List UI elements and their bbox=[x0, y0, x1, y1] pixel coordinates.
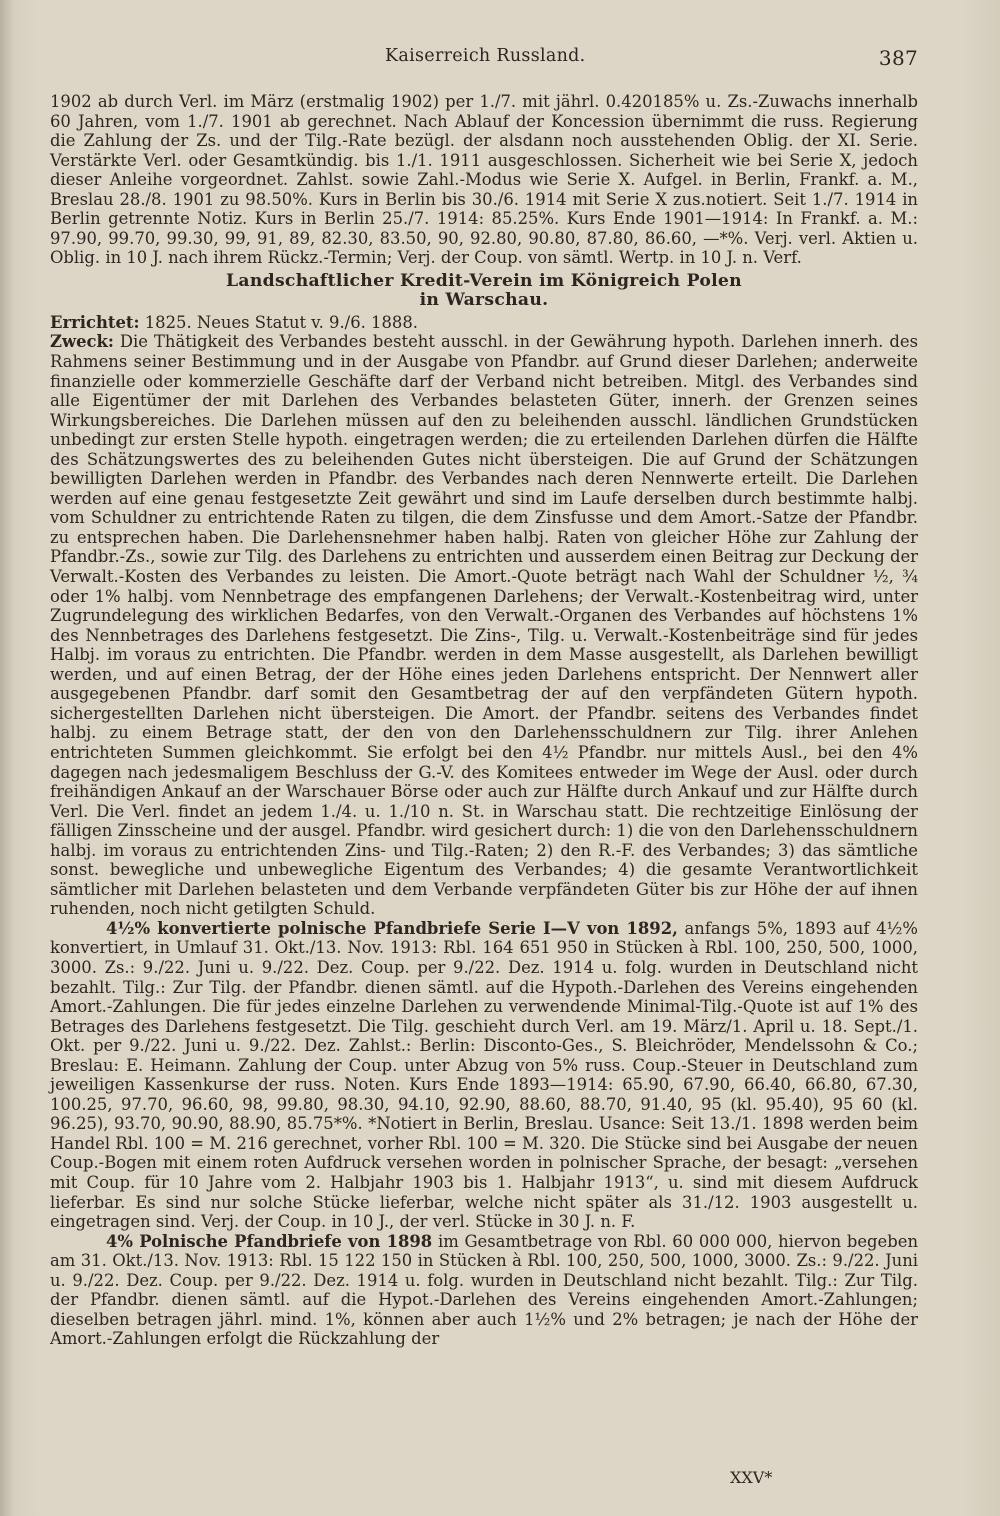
loan-1898-paragraph bbox=[50, 1232, 918, 1349]
loan-1892-text: anfangs 5%, 1893 auf 4½% konvertiert, in Umlauf 31. Okt./13. Nov. 1913: Rbl. 164 651 950 in Stücken à Rbl. 100, 250, 500, 1000, 3000. Zs.: 9./22. Juni u. 9./22. Dez. Coup. per 9./22. Dez. 1914 u. folg. wurden in Deutschland nicht bezahlt. Tilg.: Zur Tilg. der Pfandbr. dienen sämtl. auf die Hypoth.-Darlehen des Vereins eingehenden Amort.-Zahlungen. Die für jedes einzelne Darlehen zu verwendende Minimal-Tilg.-Quote ist auf 1% des Betrages des Darlehens festgesetzt. Die Tilg. geschieht durch Verl. am 19. März/1. April u. 18. Sept./1. Okt. per 9./22. Juni u. 9./22. Dez. Zahlst.: Berlin: Disconto-Ges., S. Bleichröder, Mendelssohn & Co.; Breslau: E. Heimann. Zahlung der Coup. unter Abzug von 5% russ. Coup.-Steuer in Deutschland zum jeweiligen Kassenkurse der russ. Noten. Kurs Ende 1893—1914: 65.90, 67.90, 66.40, 66.80, 67.30, 100.25, 97.70, 96.60, 98, 99.80, 98.30, 94.10, 92.90, 88.60, 88.70, 91.40, 95 (kl. 95.40), 95 60 (kl. 96.25), 93.70, 90.90, 88.90, 85.75*%. *Notiert in Berlin, Breslau. Usance: Seit 13./1. 1898 werden beim Handel Rbl. 100 = M. 216 gerechnet, vorher Rbl. 100 = M. 320. Die Stücke sind bei Ausgabe der neuen Coup.-Bogen mit einem roten Aufdruck versehen worden in polnischer Sprache, der besagt: „versehen mit Coup. für 10 Jahre vom 2. Halbjahr 1903 bis 1. Halbjahr 1913“, u. sind mit diesem Aufdruck lieferbar. Es sind nur solche Stücke lieferbar, welche nicht später als 31./12. 1903 ausgestellt u. eingetragen sind. Verj. der Coup. in 10 J., der verl. Stücke in 30 J. n. F. bbox=[50, 918, 918, 1232]
running-header bbox=[0, 46, 1000, 74]
section-heading bbox=[50, 272, 918, 311]
founded-paragraph bbox=[50, 313, 918, 333]
continuation-paragraph: 1902 ab durch Verl. im März (erstmalig 1902) per 1./7. mit jährl. 0.420185% u. Zs.-Zuwachs innerhalb 60 Jahren, vom 1./7. 1901 ab gerechnet. Nach Ablauf der Koncession übernimmt die russ. Regierung die Zahlung der Zs. und der Tilg.-Rate bezügl. der alsdann noch ausstehenden Oblig. der XI. Serie. Verstärkte Verl. oder Gesamtkündig. bis 1./1. 1911 ausgeschlossen. Sicherheit wie bei Serie X, jedoch dieser Anleihe vorgeordnet. Zahlst. sowie Zahl.-Modus wie Serie X. Aufgel. in Berlin, Frankf. a. M., Breslau 28./8. 1901 zu 98.50%. Kurs in Berlin bis 30./6. 1914 mit Serie X zus.notiert. Seit 1./7. 1914 in Berlin getrennte Notiz. Kurs in Berlin 25./7. 1914: 85.25%. Kurs Ende 1901—1914: In Frankf. a. M.: 97.90, 99.70, 99.30, 99, 91, 89, 82.30, 83.50, 90, 92.80, 90.80, 87.80, 86.60, —*%. Verj. verl. Aktien u. Oblig. in 10 J. nach ihrem Rückz.-Termin; Verj. der Coup. von sämtl. Wertp. in 10 J. n. Verf. bbox=[50, 92, 918, 268]
page-number: 387 bbox=[878, 46, 918, 70]
purpose-paragraph bbox=[50, 332, 918, 918]
loan-1898-text: im Gesamtbetrage von Rbl. 60 000 000, hiervon begeben am 31. Okt./13. Nov. 1913: Rbl. 15 122 150 in Stücken à Rbl. 100, 250, 500, 1000, 3000. Zs.: 9./22. Juni u. 9./22. Dez. Coup. per 9./22. Dez. 1914 u. folg. wurden in Deutschland nicht bezahlt. Tilg.: Zur Tilg. der Pfandbr. dienen sämtl. auf die Hypot.-Darlehen des Vereins eingehenden Amort.-Zahlungen; dieselben betragen jährl. mind. 1%, können aber auch 1½% und 2% betragen; je nach der Höhe der Amort.-Zahlungen erfolgt die Rückzahlung der bbox=[50, 1231, 918, 1349]
loan-1892-paragraph bbox=[50, 919, 918, 1232]
loan-1892-label: 4½% konvertierte polnische Pfandbriefe Serie I—V von 1892, bbox=[106, 918, 678, 938]
page-body bbox=[50, 92, 918, 1349]
section-heading-line-2: in Warschau. bbox=[419, 290, 549, 311]
founded-text: 1825. Neues Statut v. 9./6. 1888. bbox=[139, 312, 418, 332]
signature-mark: XXV* bbox=[730, 1468, 773, 1487]
section-heading-line-1: Landschaftlicher Kredit-Verein im Königreich Polen bbox=[226, 270, 742, 291]
purpose-label: Zweck: bbox=[50, 332, 114, 352]
founded-label: Errichtet: bbox=[50, 312, 140, 332]
purpose-text: Die Thätigkeit des Verbandes besteht ausschl. in der Gewährung hypoth. Darlehen innerh. des Rahmens seiner Bestimmung und in der Ausgabe von Pfandbr. auf Grund dieser Darlehen; anderweite finanzielle oder kommerzielle Geschäfte darf der Verband nicht betreiben. Mitgl. des Verbandes sind alle Eigentümer der mit Darlehen des Verbandes belasteten Güter, innerh. der Grenzen seines Wirkungsbereiches. Die Darlehen müssen auf den zu beleihenden ausschl. ländlichen Grundstücken unbedingt zur ersten Stelle hypoth. eingetragen werden; die zu erteilenden Darlehen dürfen die Hälfte des Schätzungswertes des zu beleihenden Gutes nicht übersteigen. Die auf Grund der Schätzungen bewilligten Darlehen werden in Pfandbr. des Verbandes nach deren Nennwerte erteilt. Die Darlehen werden auf eine genau festgesetzte Zeit gewährt und sind im Laufe derselben durch bestimmte halbj. vom Schuldner zu entrichtende Raten zu tilgen, die dem Zinsfusse und dem Amort.-Satze der Pfandbr. zu entsprechen haben. Die Darlehensnehmer haben halbj. Raten von gleicher Höhe zur Zahlung der Pfandbr.-Zs., sowie zur Tilg. des Darlehens zu entrichten und ausserdem einen Beitrag zur Deckung der Verwalt.-Kosten des Verbandes zu leisten. Die Amort.-Quote beträgt nach Wahl der Schuldner ½, ¾ oder 1% halbj. vom Nennbetrage des empfangenen Darlehens; der Verwalt.-Kostenbeitrag wird, unter Zugrundelegung des wirklichen Bedarfes, von den Verwalt.-Organen des Verbandes auf höchstens 1% des Nennbetrages des Darlehens festgesetzt. Die Zins-, Tilg. u. Verwalt.-Kostenbeiträge sind für jedes Halbj. im voraus zu entrichten. Die Pfandbr. werden in dem Masse ausgestellt, als Darlehen bewilligt werden, und auf einen Betrag, der der Höhe eines jeden Darlehens entspricht. Der Nennwert aller ausgegebenen Pfandbr. darf somit den Gesamtbetrag der auf den verpfändeten Gütern hypoth. sichergestellten Darlehen nicht übersteigen. Die Amort. der Pfandbr. seitens des Verbandes findet halbj. zu einem Betrage statt, der den von den Darlehensschuldnern zur Tilg. ihrer Anlehen entrichteten Summen gleichkommt. Sie erfolgt bei den 4½ Pfandbr. nur mittels Ausl., bei den 4% dagegen nach jedesmaligem Beschluss der G.-V. des Komitees entweder im Wege der Ausl. oder durch freihändigen Ankauf an der Warschauer Börse oder auch zur Hälfte durch Ankauf und zur Hälfte durch Verl. Die Verl. findet an jedem 1./4. u. 1./10 n. St. in Warschau statt. Die rechtzeitige Einlösung der fälligen Zinsscheine und der ausgel. Pfandbr. wird gesichert durch: 1) die von den Darlehensschuldnern halbj. im voraus zu entrichtenden Zins- und Tilg.-Raten; 2) den R.-F. des Verbandes; 3) das sämtliche sonst. bewegliche und unbewegliche Eigentum des Verbandes; 4) die gesamte Verantwortlichkeit sämtlicher mit Darlehen belasteten und dem Verbande verpfändeten Güter bis zur Höhe der auf ihnen ruhenden, noch nicht getilgten Schuld. bbox=[50, 332, 918, 919]
running-title: Kaiserreich Russland. bbox=[385, 46, 586, 66]
loan-1898-label: 4% Polnische Pfandbriefe von 1898 bbox=[106, 1231, 433, 1251]
